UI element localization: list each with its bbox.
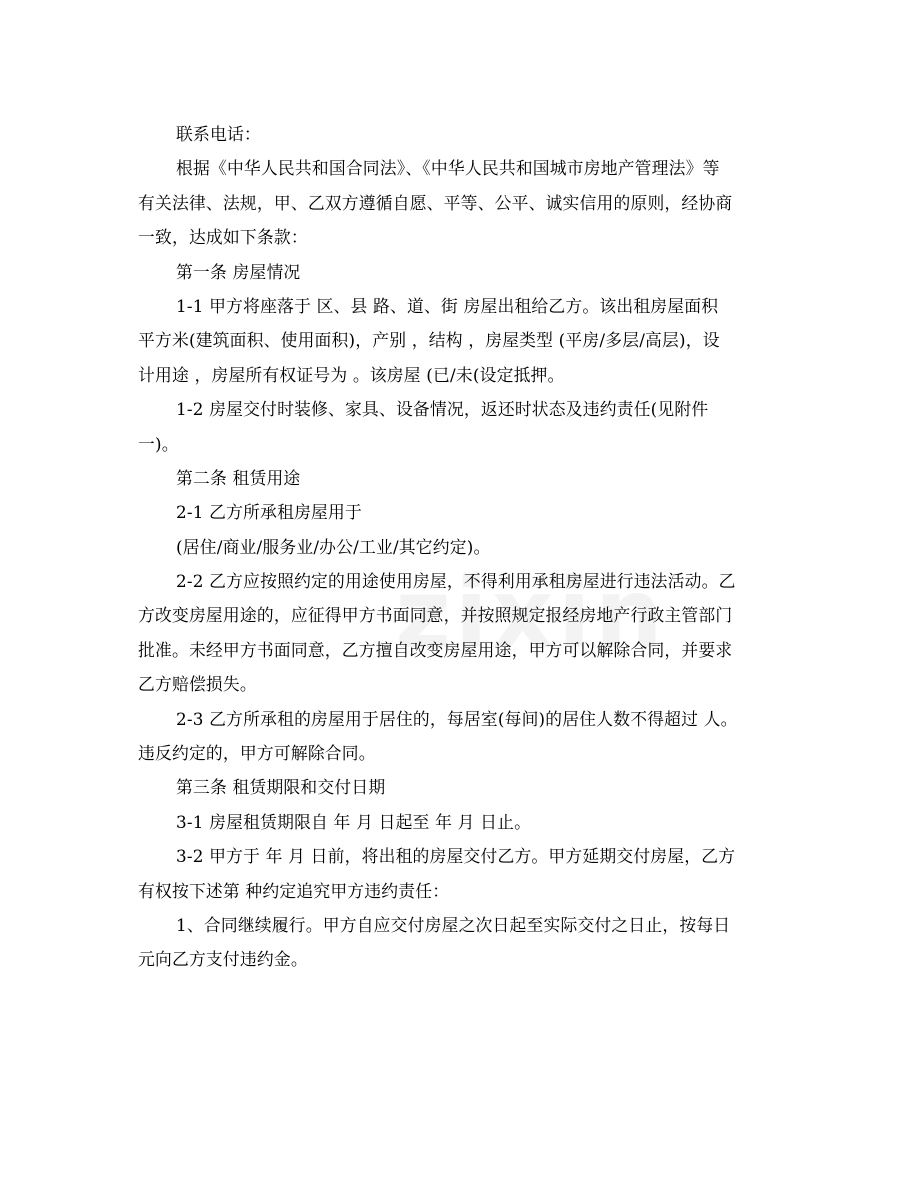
document-line: 3-2 甲方于 年 月 日前，将出租的房屋交付乙方。甲方延期交付房屋，乙方 [176,846,736,867]
document-line: 违反约定的，甲方可解除合同。 [138,743,376,764]
document-line: 平方米(建筑面积、使用面积)，产别 ，结构 ，房屋类型 (平房/多层/高层)，设 [138,330,720,351]
document-line: 2-3 乙方所承租的房屋用于居住的，每居室(每间)的居住人数不得超过 人。 [176,708,738,729]
document-line: 第二条 租赁用途 [176,467,301,488]
document-line: 根据《中华人民共和国合同法》、《中华人民共和国城市房地产管理法》等 [176,158,720,179]
document-line: 第三条 租赁期限和交付日期 [176,777,386,798]
document-line: 有关法律、法规，甲、乙双方遵循自愿、平等、公平、诚实信用的原则，经协商 [138,192,733,213]
document-line: 联系电话： [176,124,261,144]
document-line: 有权按下述第 种约定追究甲方违约责任： [138,880,450,901]
document-line: 元向乙方支付违约金。 [138,949,308,970]
document-line: 乙方赔偿损失。 [138,674,257,695]
document-line: 计用途 ，房屋所有权证号为 。该房屋 (已/未(设定抵押。 [138,364,565,385]
document-line: 1、合同继续履行。甲方自应交付房屋之次日起至实际交付之日止，按每日 [176,914,731,935]
document-line: 2-2 乙方应按照约定的用途使用房屋，不得利用承租房屋进行违法活动。乙 [176,571,736,592]
document-line: 一)。 [138,433,179,454]
document-line: 第一条 房屋情况 [176,261,301,282]
document-line: 一致，达成如下条款： [138,227,308,248]
document-line: 1-1 甲方将座落于 区、县 路、道、街 房屋出租给乙方。该出租房屋面积 [176,295,719,316]
document-line: 1-2 房屋交付时装修、家具、设备情况，返还时状态及违约责任(见附件 [176,399,709,420]
document-line: 批准。未经甲方书面同意，乙方擅自改变房屋用途，甲方可以解除合同，并要求 [138,639,733,660]
document-line: 方改变房屋用途的，应征得甲方书面同意，并按照规定报经房地产行政主管部门 [138,605,733,626]
document-body [138,117,788,977]
document-line: 3-1 房屋租赁期限自 年 月 日起至 年 月 日止。 [176,811,532,832]
document-line: (居住/商业/服务业/办公/工业/其它约定)。 [176,536,491,557]
document-line: 2-1 乙方所承租房屋用于 [176,502,362,523]
